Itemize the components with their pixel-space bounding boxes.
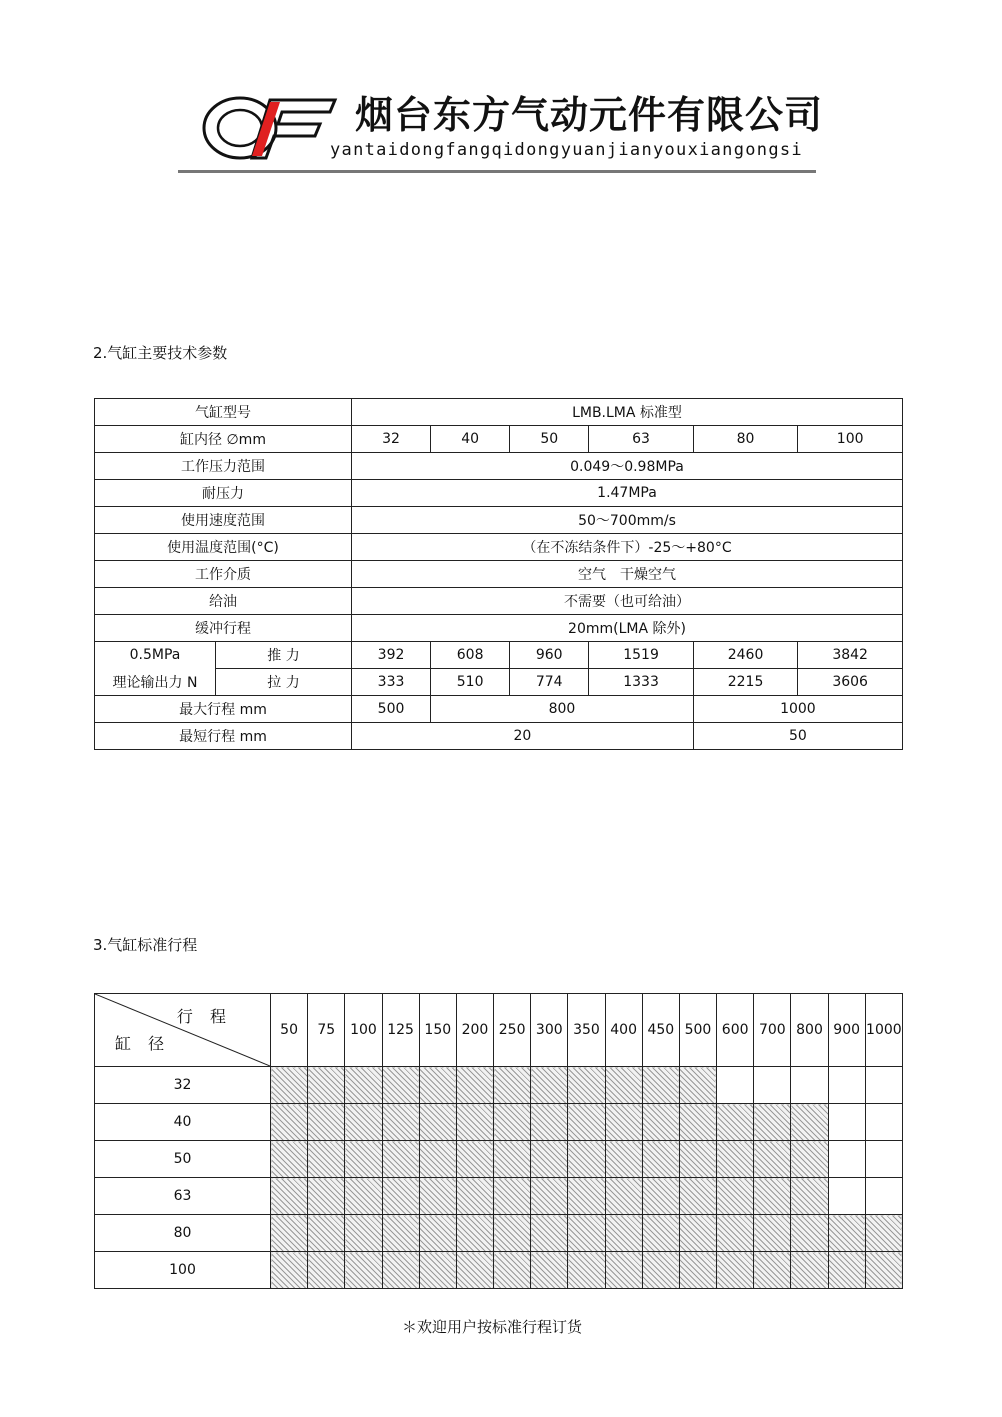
cell-value: 50 bbox=[693, 723, 902, 750]
standard-stroke-cell bbox=[679, 1252, 716, 1289]
standard-stroke-cell bbox=[605, 1215, 642, 1252]
section-title-parameters: 2.气缸主要技术参数 bbox=[93, 344, 228, 362]
non-standard-stroke-cell bbox=[717, 1067, 754, 1104]
cell-value: LMB.LMA 标准型 bbox=[352, 399, 903, 426]
table-row bbox=[95, 1104, 903, 1141]
standard-stroke-cell bbox=[568, 1178, 605, 1215]
table-header-row bbox=[95, 994, 903, 1067]
standard-stroke-cell bbox=[531, 1104, 568, 1141]
stroke-header-cell: 500 bbox=[679, 994, 716, 1067]
standard-stroke-cell bbox=[308, 1067, 345, 1104]
row-label: 推 力 bbox=[216, 642, 352, 669]
standard-stroke-cell bbox=[494, 1252, 531, 1289]
cell-value: 80 bbox=[693, 426, 798, 453]
standard-stroke-cell bbox=[382, 1215, 419, 1252]
standard-stroke-cell bbox=[308, 1252, 345, 1289]
standard-stroke-cell bbox=[568, 1252, 605, 1289]
standard-stroke-cell bbox=[419, 1141, 456, 1178]
stroke-header-cell: 100 bbox=[345, 994, 382, 1067]
standard-stroke-cell bbox=[754, 1252, 791, 1289]
standard-stroke-cell bbox=[494, 1104, 531, 1141]
standard-stroke-cell bbox=[345, 1215, 382, 1252]
cell-value: 774 bbox=[510, 669, 589, 696]
stroke-header-cell: 125 bbox=[382, 994, 419, 1067]
parameters-table bbox=[94, 398, 903, 750]
table-row bbox=[95, 480, 903, 507]
standard-stroke-cell bbox=[865, 1215, 902, 1252]
non-standard-stroke-cell bbox=[865, 1141, 902, 1178]
standard-stroke-cell bbox=[679, 1104, 716, 1141]
row-label: 工作介质 bbox=[95, 561, 352, 588]
standard-stroke-cell bbox=[456, 1141, 493, 1178]
cell-value: 1.47MPa bbox=[352, 480, 903, 507]
cell-value: 1333 bbox=[589, 669, 694, 696]
row-label: 使用速度范围 bbox=[95, 507, 352, 534]
stroke-header-cell: 700 bbox=[754, 994, 791, 1067]
bore-label: 50 bbox=[95, 1141, 271, 1178]
standard-stroke-cell bbox=[605, 1104, 642, 1141]
stroke-header-cell: 250 bbox=[494, 994, 531, 1067]
row-label: 缓冲行程 bbox=[95, 615, 352, 642]
table-row bbox=[95, 534, 903, 561]
footnote: ＊欢迎用户按标准行程订货 bbox=[402, 1318, 583, 1336]
standard-stroke-cell bbox=[308, 1141, 345, 1178]
standard-stroke-table bbox=[94, 993, 903, 1289]
standard-stroke-cell bbox=[382, 1252, 419, 1289]
standard-stroke-cell bbox=[271, 1067, 308, 1104]
table-row bbox=[95, 507, 903, 534]
table-row bbox=[95, 588, 903, 615]
standard-stroke-cell bbox=[531, 1067, 568, 1104]
standard-stroke-cell bbox=[419, 1067, 456, 1104]
company-logo bbox=[200, 92, 340, 164]
row-label: 0.5MPa bbox=[95, 642, 216, 669]
stroke-header-cell: 50 bbox=[271, 994, 308, 1067]
row-label: 最大行程 mm bbox=[95, 696, 352, 723]
standard-stroke-cell bbox=[271, 1252, 308, 1289]
cell-value: 2215 bbox=[693, 669, 798, 696]
cell-value: 608 bbox=[431, 642, 510, 669]
stroke-header-cell: 400 bbox=[605, 994, 642, 1067]
bore-label: 63 bbox=[95, 1178, 271, 1215]
standard-stroke-cell bbox=[308, 1178, 345, 1215]
cell-value: 20mm(LMA 除外) bbox=[352, 615, 903, 642]
cell-value: 3842 bbox=[798, 642, 903, 669]
standard-stroke-cell bbox=[345, 1141, 382, 1178]
standard-stroke-cell bbox=[679, 1067, 716, 1104]
standard-stroke-cell bbox=[456, 1178, 493, 1215]
cell-value: 0.049～0.98MPa bbox=[352, 453, 903, 480]
standard-stroke-cell bbox=[642, 1141, 679, 1178]
standard-stroke-cell bbox=[419, 1104, 456, 1141]
standard-stroke-cell bbox=[642, 1067, 679, 1104]
bore-label: 40 bbox=[95, 1104, 271, 1141]
table-row bbox=[95, 426, 903, 453]
standard-stroke-cell bbox=[717, 1252, 754, 1289]
cell-value: 不需要（也可给油） bbox=[352, 588, 903, 615]
cell-value: 63 bbox=[589, 426, 694, 453]
standard-stroke-cell bbox=[345, 1178, 382, 1215]
non-standard-stroke-cell bbox=[865, 1178, 902, 1215]
standard-stroke-cell bbox=[382, 1067, 419, 1104]
table-row bbox=[95, 1141, 903, 1178]
standard-stroke-cell bbox=[754, 1178, 791, 1215]
stroke-header-cell: 900 bbox=[828, 994, 865, 1067]
corner-stroke-label: 行 程 bbox=[176, 1007, 232, 1026]
non-standard-stroke-cell bbox=[865, 1104, 902, 1141]
row-label: 拉 力 bbox=[216, 669, 352, 696]
standard-stroke-cell bbox=[494, 1067, 531, 1104]
standard-stroke-cell bbox=[531, 1141, 568, 1178]
cell-value: 20 bbox=[352, 723, 694, 750]
standard-stroke-cell bbox=[642, 1252, 679, 1289]
company-name-cn: 烟台东方气动元件有限公司 bbox=[355, 93, 824, 137]
standard-stroke-cell bbox=[828, 1215, 865, 1252]
cell-value: 1519 bbox=[589, 642, 694, 669]
stroke-header-cell: 350 bbox=[568, 994, 605, 1067]
stroke-header-cell: 200 bbox=[456, 994, 493, 1067]
standard-stroke-cell bbox=[531, 1178, 568, 1215]
standard-stroke-cell bbox=[642, 1104, 679, 1141]
standard-stroke-cell bbox=[494, 1215, 531, 1252]
table-row bbox=[95, 1215, 903, 1252]
row-label: 使用温度范围(°C) bbox=[95, 534, 352, 561]
cell-value: 空气 干燥空气 bbox=[352, 561, 903, 588]
table-row bbox=[95, 669, 903, 696]
non-standard-stroke-cell bbox=[828, 1141, 865, 1178]
standard-stroke-cell bbox=[308, 1104, 345, 1141]
standard-stroke-cell bbox=[456, 1252, 493, 1289]
standard-stroke-cell bbox=[568, 1104, 605, 1141]
standard-stroke-cell bbox=[568, 1215, 605, 1252]
header-divider bbox=[178, 170, 816, 173]
standard-stroke-cell bbox=[568, 1141, 605, 1178]
standard-stroke-cell bbox=[382, 1178, 419, 1215]
row-label: 最短行程 mm bbox=[95, 723, 352, 750]
cell-value: 500 bbox=[352, 696, 431, 723]
row-label: 耐压力 bbox=[95, 480, 352, 507]
cell-value: （在不冻结条件下）-25～+80°C bbox=[352, 534, 903, 561]
standard-stroke-cell bbox=[679, 1141, 716, 1178]
cell-value: 100 bbox=[798, 426, 903, 453]
standard-stroke-cell bbox=[791, 1215, 828, 1252]
bore-label: 100 bbox=[95, 1252, 271, 1289]
standard-stroke-cell bbox=[494, 1178, 531, 1215]
table-row bbox=[95, 1252, 903, 1289]
standard-stroke-cell bbox=[717, 1215, 754, 1252]
standard-stroke-cell bbox=[456, 1067, 493, 1104]
standard-stroke-cell bbox=[605, 1067, 642, 1104]
standard-stroke-cell bbox=[679, 1178, 716, 1215]
section-title-standard-strokes: 3.气缸标准行程 bbox=[93, 936, 198, 954]
cell-value: 1000 bbox=[693, 696, 902, 723]
stroke-header-cell: 300 bbox=[531, 994, 568, 1067]
standard-stroke-cell bbox=[271, 1215, 308, 1252]
corner-cell bbox=[95, 994, 271, 1067]
table-row bbox=[95, 399, 903, 426]
row-label: 理论输出力 N bbox=[95, 669, 216, 696]
standard-stroke-cell bbox=[605, 1141, 642, 1178]
standard-stroke-cell bbox=[494, 1141, 531, 1178]
standard-stroke-cell bbox=[642, 1178, 679, 1215]
cell-value: 333 bbox=[352, 669, 431, 696]
cell-value: 32 bbox=[352, 426, 431, 453]
bore-label: 32 bbox=[95, 1067, 271, 1104]
table-row bbox=[95, 453, 903, 480]
cell-value: 50 bbox=[510, 426, 589, 453]
table-row bbox=[95, 723, 903, 750]
standard-stroke-cell bbox=[642, 1215, 679, 1252]
stroke-header-cell: 1000 bbox=[865, 994, 902, 1067]
row-label: 气缸型号 bbox=[95, 399, 352, 426]
standard-stroke-cell bbox=[419, 1252, 456, 1289]
non-standard-stroke-cell bbox=[865, 1067, 902, 1104]
stroke-header-cell: 800 bbox=[791, 994, 828, 1067]
table-row bbox=[95, 1067, 903, 1104]
table-row bbox=[95, 561, 903, 588]
standard-stroke-cell bbox=[754, 1104, 791, 1141]
standard-stroke-cell bbox=[717, 1104, 754, 1141]
standard-stroke-cell bbox=[828, 1252, 865, 1289]
row-label: 给油 bbox=[95, 588, 352, 615]
standard-stroke-cell bbox=[754, 1215, 791, 1252]
standard-stroke-cell bbox=[382, 1141, 419, 1178]
standard-stroke-cell bbox=[382, 1104, 419, 1141]
standard-stroke-cell bbox=[679, 1215, 716, 1252]
table-row bbox=[95, 615, 903, 642]
cell-value: 3606 bbox=[798, 669, 903, 696]
standard-stroke-cell bbox=[717, 1141, 754, 1178]
standard-stroke-cell bbox=[456, 1104, 493, 1141]
standard-stroke-cell bbox=[791, 1252, 828, 1289]
non-standard-stroke-cell bbox=[828, 1067, 865, 1104]
standard-stroke-cell bbox=[791, 1104, 828, 1141]
standard-stroke-cell bbox=[531, 1252, 568, 1289]
stroke-header-cell: 450 bbox=[642, 994, 679, 1067]
standard-stroke-cell bbox=[345, 1067, 382, 1104]
standard-stroke-cell bbox=[345, 1252, 382, 1289]
standard-stroke-cell bbox=[717, 1178, 754, 1215]
table-row bbox=[95, 696, 903, 723]
cell-value: 960 bbox=[510, 642, 589, 669]
cell-value: 40 bbox=[431, 426, 510, 453]
standard-stroke-cell bbox=[271, 1178, 308, 1215]
row-label: 工作压力范围 bbox=[95, 453, 352, 480]
table-row bbox=[95, 1178, 903, 1215]
standard-stroke-cell bbox=[271, 1141, 308, 1178]
standard-stroke-cell bbox=[791, 1141, 828, 1178]
row-label: 缸内径 ∅mm bbox=[95, 426, 352, 453]
standard-stroke-cell bbox=[419, 1178, 456, 1215]
company-name-pinyin: yantaidongfangqidongyuanjianyouxiangongsi bbox=[330, 140, 803, 160]
non-standard-stroke-cell bbox=[828, 1104, 865, 1141]
standard-stroke-cell bbox=[345, 1104, 382, 1141]
standard-stroke-cell bbox=[791, 1178, 828, 1215]
non-standard-stroke-cell bbox=[828, 1178, 865, 1215]
table-row bbox=[95, 642, 903, 669]
cell-value: 510 bbox=[431, 669, 510, 696]
non-standard-stroke-cell bbox=[791, 1067, 828, 1104]
standard-stroke-cell bbox=[531, 1215, 568, 1252]
cell-value: 2460 bbox=[693, 642, 798, 669]
standard-stroke-cell bbox=[865, 1252, 902, 1289]
standard-stroke-cell bbox=[271, 1104, 308, 1141]
standard-stroke-cell bbox=[419, 1215, 456, 1252]
standard-stroke-cell bbox=[605, 1252, 642, 1289]
standard-stroke-cell bbox=[456, 1215, 493, 1252]
stroke-header-cell: 150 bbox=[419, 994, 456, 1067]
corner-bore-label: 缸 径 bbox=[115, 1034, 171, 1053]
cell-value: 50～700mm/s bbox=[352, 507, 903, 534]
cell-value: 800 bbox=[431, 696, 694, 723]
standard-stroke-cell bbox=[605, 1178, 642, 1215]
standard-stroke-cell bbox=[308, 1215, 345, 1252]
cell-value: 392 bbox=[352, 642, 431, 669]
standard-stroke-cell bbox=[568, 1067, 605, 1104]
stroke-header-cell: 600 bbox=[717, 994, 754, 1067]
standard-stroke-cell bbox=[754, 1141, 791, 1178]
non-standard-stroke-cell bbox=[754, 1067, 791, 1104]
bore-label: 80 bbox=[95, 1215, 271, 1252]
stroke-header-cell: 75 bbox=[308, 994, 345, 1067]
